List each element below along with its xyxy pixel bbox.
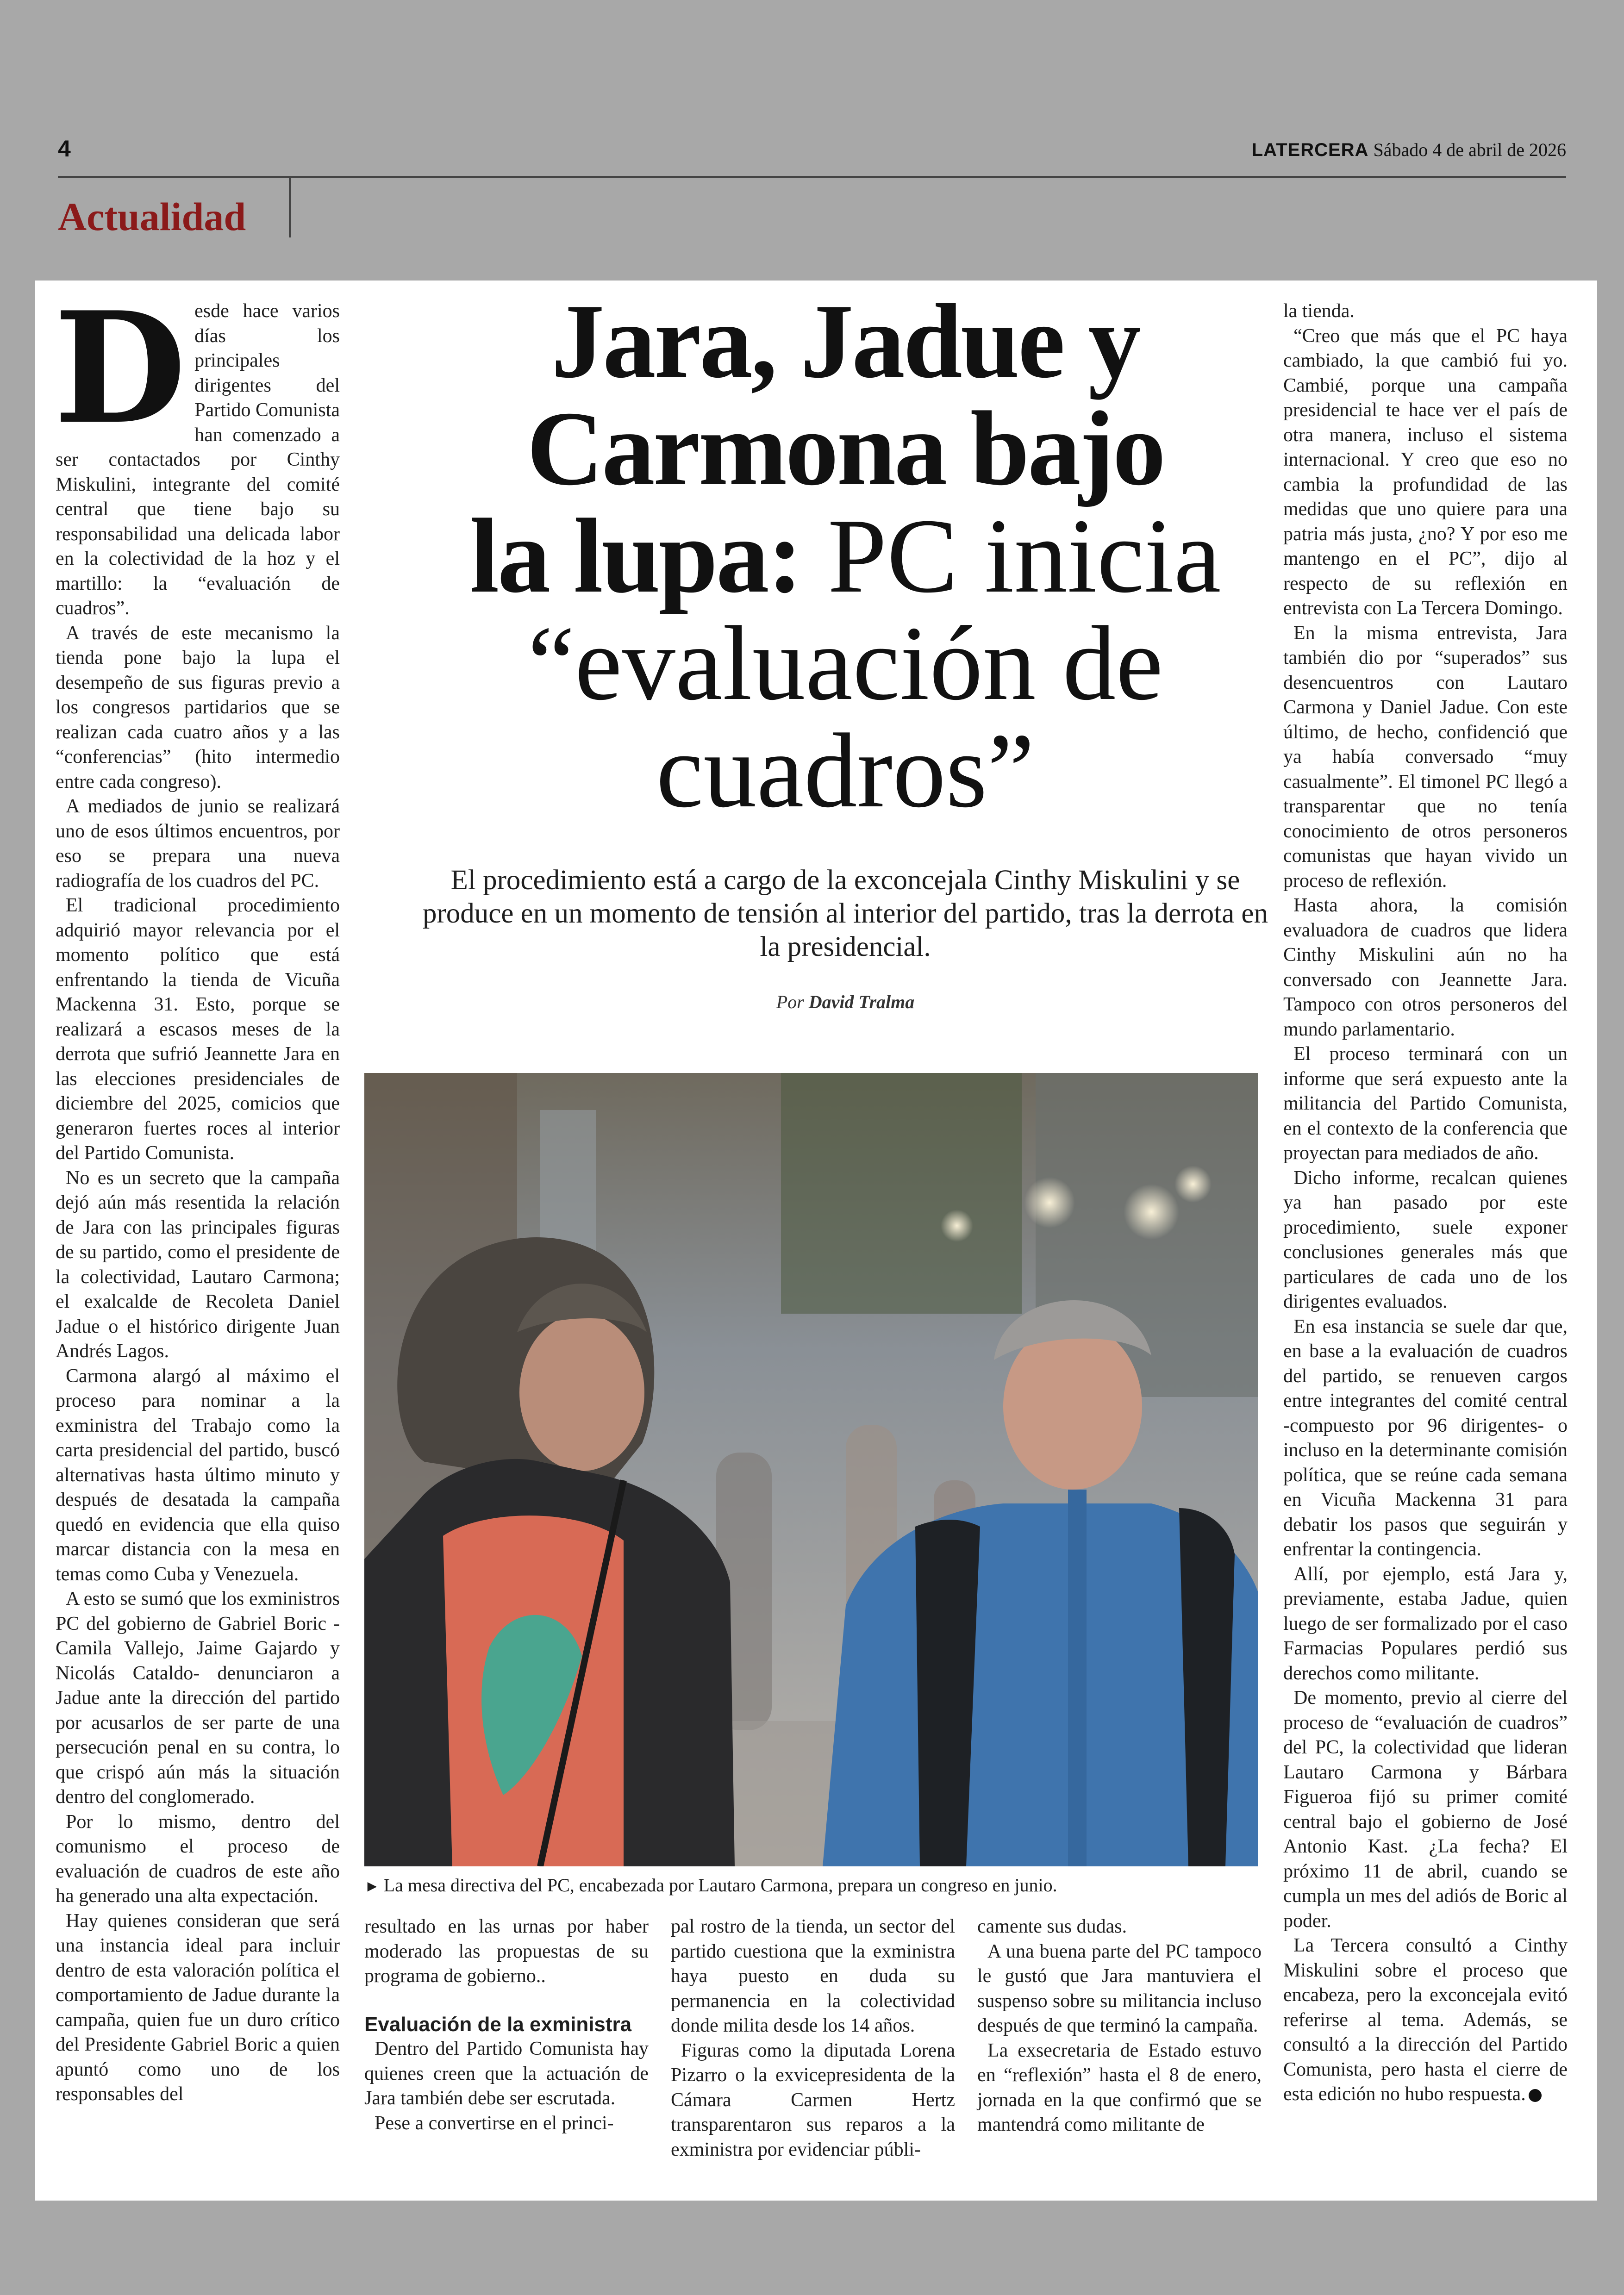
paragraph: Hasta ahora, la comisión evaluadora de cuadros que lidera Cinthy Miskulini aún no ha conversado con Jeannette Jara. Tampoco con otros personeros del mundo parlamentario.	[1283, 895, 1568, 1040]
paragraph: De momento, previo al cierre del proceso de “evaluación de cuadros” del PC, la colectividad que lideran Lautaro Carmona y Bárbara Figueroa fijó su primer comité central bajo el gobierno de José Antonio Kast. ¿La fecha? El próximo 11 de abril, cuando se cumpla un mes del adiós de Boric al poder.	[1283, 1687, 1568, 1932]
paragraph: Por lo mismo, dentro del comunismo el proceso de evaluación de cuadros de este año ha generado una alta expectación.	[56, 1811, 340, 1907]
headline-light-line-2: “evaluación de	[527, 604, 1163, 722]
headline	[396, 282, 1294, 829]
column-4	[977, 1915, 1262, 2138]
headline-light-line-1: PC inicia	[827, 497, 1221, 615]
paragraph: La exsecretaria de Estado estuvo en “reflexión” hasta el 8 de enero, jornada en la que confirmó que se mantendrá como militante de	[977, 2039, 1262, 2135]
headline-bold-line-1: Jara, Jadue y	[551, 282, 1140, 400]
header-rule	[58, 176, 1566, 178]
newspaper-brand: LATERCERA	[1251, 140, 1369, 160]
paragraph: camente sus dudas.	[977, 1916, 1127, 1937]
paragraph: En esa instancia se suele dar que, en base a la evaluación de cuadros del partido, se renueven cargos entre integrantes del comité central -compuesto por 96 dirigentes- o incluso en la determinante comisión política, que se reúne cada semana en Vicuña Mackenna 31 para debatir los pasos que seguirán y enfrentar la contingencia.	[1283, 1316, 1568, 1560]
paragraph: “Creo que más que el PC haya cambiado, la que cambió fui yo. Cambié, porque una campaña presidencial te hace ver el país de otra manera, incluso el sistema internacional. Y creo que eso no cambia la profundidad de las medidas que uno quiere para una patria más justa, ¿no? Y por eso me mantengo en el PC”, dijo al respecto de su reflexión en entrevista con La Tercera Domingo.	[1283, 325, 1568, 619]
paragraph: resultado en las urnas por haber moderado las propuestas de su programa de gobierno..	[364, 1916, 649, 1987]
paragraph: No es un secreto que la campaña dejó aún más resentida la relación de Jara con las principales figuras de su partido, como el presidente de la colectividad, Lautaro Carmona; el exalcalde de Recoleta Daniel Jadue o el histórico dirigente Juan Andrés Lagos.	[56, 1167, 340, 1362]
paragraph: A una buena parte del PC tampoco le gustó que Jara mantuviera el suspenso sobre su militancia incluso después de que terminó la campaña.	[977, 1940, 1262, 2036]
paragraph: Pese a convertirse en el princi-	[375, 2112, 614, 2134]
subheading: Evaluación de la exministra	[364, 2013, 632, 2036]
paragraph: Dicho informe, recalcan quienes ya han pasado por este procedimiento, suele exponer conclusiones generales más que particulares de cada uno de los dirigentes evaluados.	[1283, 1167, 1568, 1312]
paragraph: En la misma entrevista, Jara también dio por “superados” sus desencuentros con Lautaro Carmona y Daniel Jadue. Con este último, de hecho, confidenció que ya había conversado “muy casualmente”. El timonel PC llegó a transparentar que no tenía conocimiento de otros personeros comunistas que hayan vivido un proceso de reflexión.	[1283, 622, 1568, 892]
photo-caption: ► La mesa directiva del PC, encabezada por Lautaro Carmona, prepara un congreso en junio.	[364, 1875, 1057, 1896]
byline	[396, 991, 1294, 1013]
headline-bold-line-3: la lupa:	[469, 497, 801, 615]
headline-bold-line-2: Carmona bajo	[526, 389, 1164, 507]
paragraph: El tradicional procedimiento adquirió mayor relevancia por el momento político que está enfrentando la tienda de Vicuña Mackenna 31. Esto, porque se realizará a escasos meses de la derrota que sufrió Jeannette Jara en las elecciones presidenciales de diciembre del 2025, comicios que generaron fuertes roces al interior del Partido Comunista.	[56, 895, 340, 1164]
paragraph: Carmona alargó al máximo el proceso para nominar a la exministra del Trabajo como la carta presidencial del partido, buscó alternativas hasta último minuto y después de desatada la campaña quedó en evidencia que ella quiso marcar distancia con la mesa en temas como Cuba y Venezuela.	[56, 1365, 340, 1585]
paragraph: Dentro del Partido Comunista hay quienes creen que la actuación de Jara también debe ser escrutada.	[364, 2038, 649, 2109]
paragraph: pal rostro de la tienda, un sector del partido cuestiona que la exministra haya puesto en duda su permanencia en la colectividad donde milita desde los 14 años.	[671, 1916, 955, 2036]
deck: El procedimiento está a cargo de la exconcejala Cinthy Miskulini y se produce en un momento de tensión al interior del partido, tras la derrota en la presidencial.	[422, 865, 1268, 962]
paragraph: Allí, por ejemplo, está Jara y, previamente, estaba Jadue, quien luego de ser formalizado por el caso Farmacias Populares perdió sus derechos como militante.	[1283, 1563, 1568, 1684]
column-2	[364, 1915, 649, 2136]
byline-author: David Tralma	[808, 992, 915, 1012]
paragraph: A través de este mecanismo la tienda pone bajo la lupa el desempeño de sus figuras previo a los congresos partidarios que se realizan cada cuatro años y a las “conferencias” (hito intermedio entre cada congreso).	[56, 622, 340, 792]
paragraph: Hay quienes consideran que será una instancia ideal para incluir dentro de esta valoración política el comportamiento de Jadue durante la campaña, quien fue un duro crítico del Presidente Gabriel Boric a quien apuntó como uno de los responsables del	[56, 1910, 340, 2105]
street-scene-illustration	[364, 1073, 1258, 1866]
paragraph: Figuras como la diputada Lorena Pizarro o la exvicepresidenta de la Cámara Carmen Hertz transparentaron sus reparos a la exministra por evidenciar públi-	[671, 2039, 955, 2160]
closing-paragraph: La Tercera consultó a Cinthy Miskulini sobre el proceso que encabeza, pero la exconcejala evitó referirse al tema. Además, se consultó a la dirección del Partido Comunista, pero hasta el cierre de esta edición no hubo respuesta.	[1283, 1935, 1568, 2105]
column-1	[54, 278, 340, 2107]
lead-paragraph: Desde hace varios días los principales dirigentes del Partido Comunista han comenzado a ser contactados por Cinthy Miskulini, integrante del comité central que tiene bajo su responsabilidad una delicada labor en la colectividad de la hoz y el martillo: la “evaluación de cuadros”.	[54, 278, 340, 619]
paragraph: A mediados de junio se realizará uno de esos últimos encuentros, por eso se prepara una nueva radiografía de los cuadros del PC.	[56, 796, 340, 892]
caption-arrow-icon: ►	[364, 1878, 380, 1895]
section-title: Actualidad	[58, 194, 246, 239]
section-divider	[289, 178, 291, 237]
paragraph: El proceso terminará con un informe que será expuesto ante la militancia del Partido Comunista, en el contexto de la conferencia que proyectan para mediados de año.	[1283, 1043, 1568, 1164]
issue-date: Sábado 4 de abril de 2026	[1373, 139, 1566, 160]
article-photo	[364, 1073, 1258, 1866]
page-number: 4	[58, 136, 71, 162]
drop-cap: D	[54, 278, 187, 458]
paragraph: A esto se sumó que los exministros PC del gobierno de Gabriel Boric -Camila Vallejo, Jaime Gajardo y Nicolás Cataldo- denunciaron a Jadue ante la dirección del partido por acusarlos de ser parte de una persecución penal en su contra, lo que crispó aún más la situación dentro del conglomerado.	[56, 1588, 340, 1808]
headline-light-line-3: cuadros”	[656, 711, 1035, 829]
article-page	[35, 278, 1597, 2201]
byline-prefix: Por	[776, 992, 804, 1012]
column-5	[1283, 299, 1568, 2107]
paragraph: la tienda.	[1283, 300, 1355, 322]
masthead	[1252, 139, 1566, 161]
column-3	[671, 1915, 955, 2162]
end-mark-icon	[1529, 2089, 1542, 2102]
